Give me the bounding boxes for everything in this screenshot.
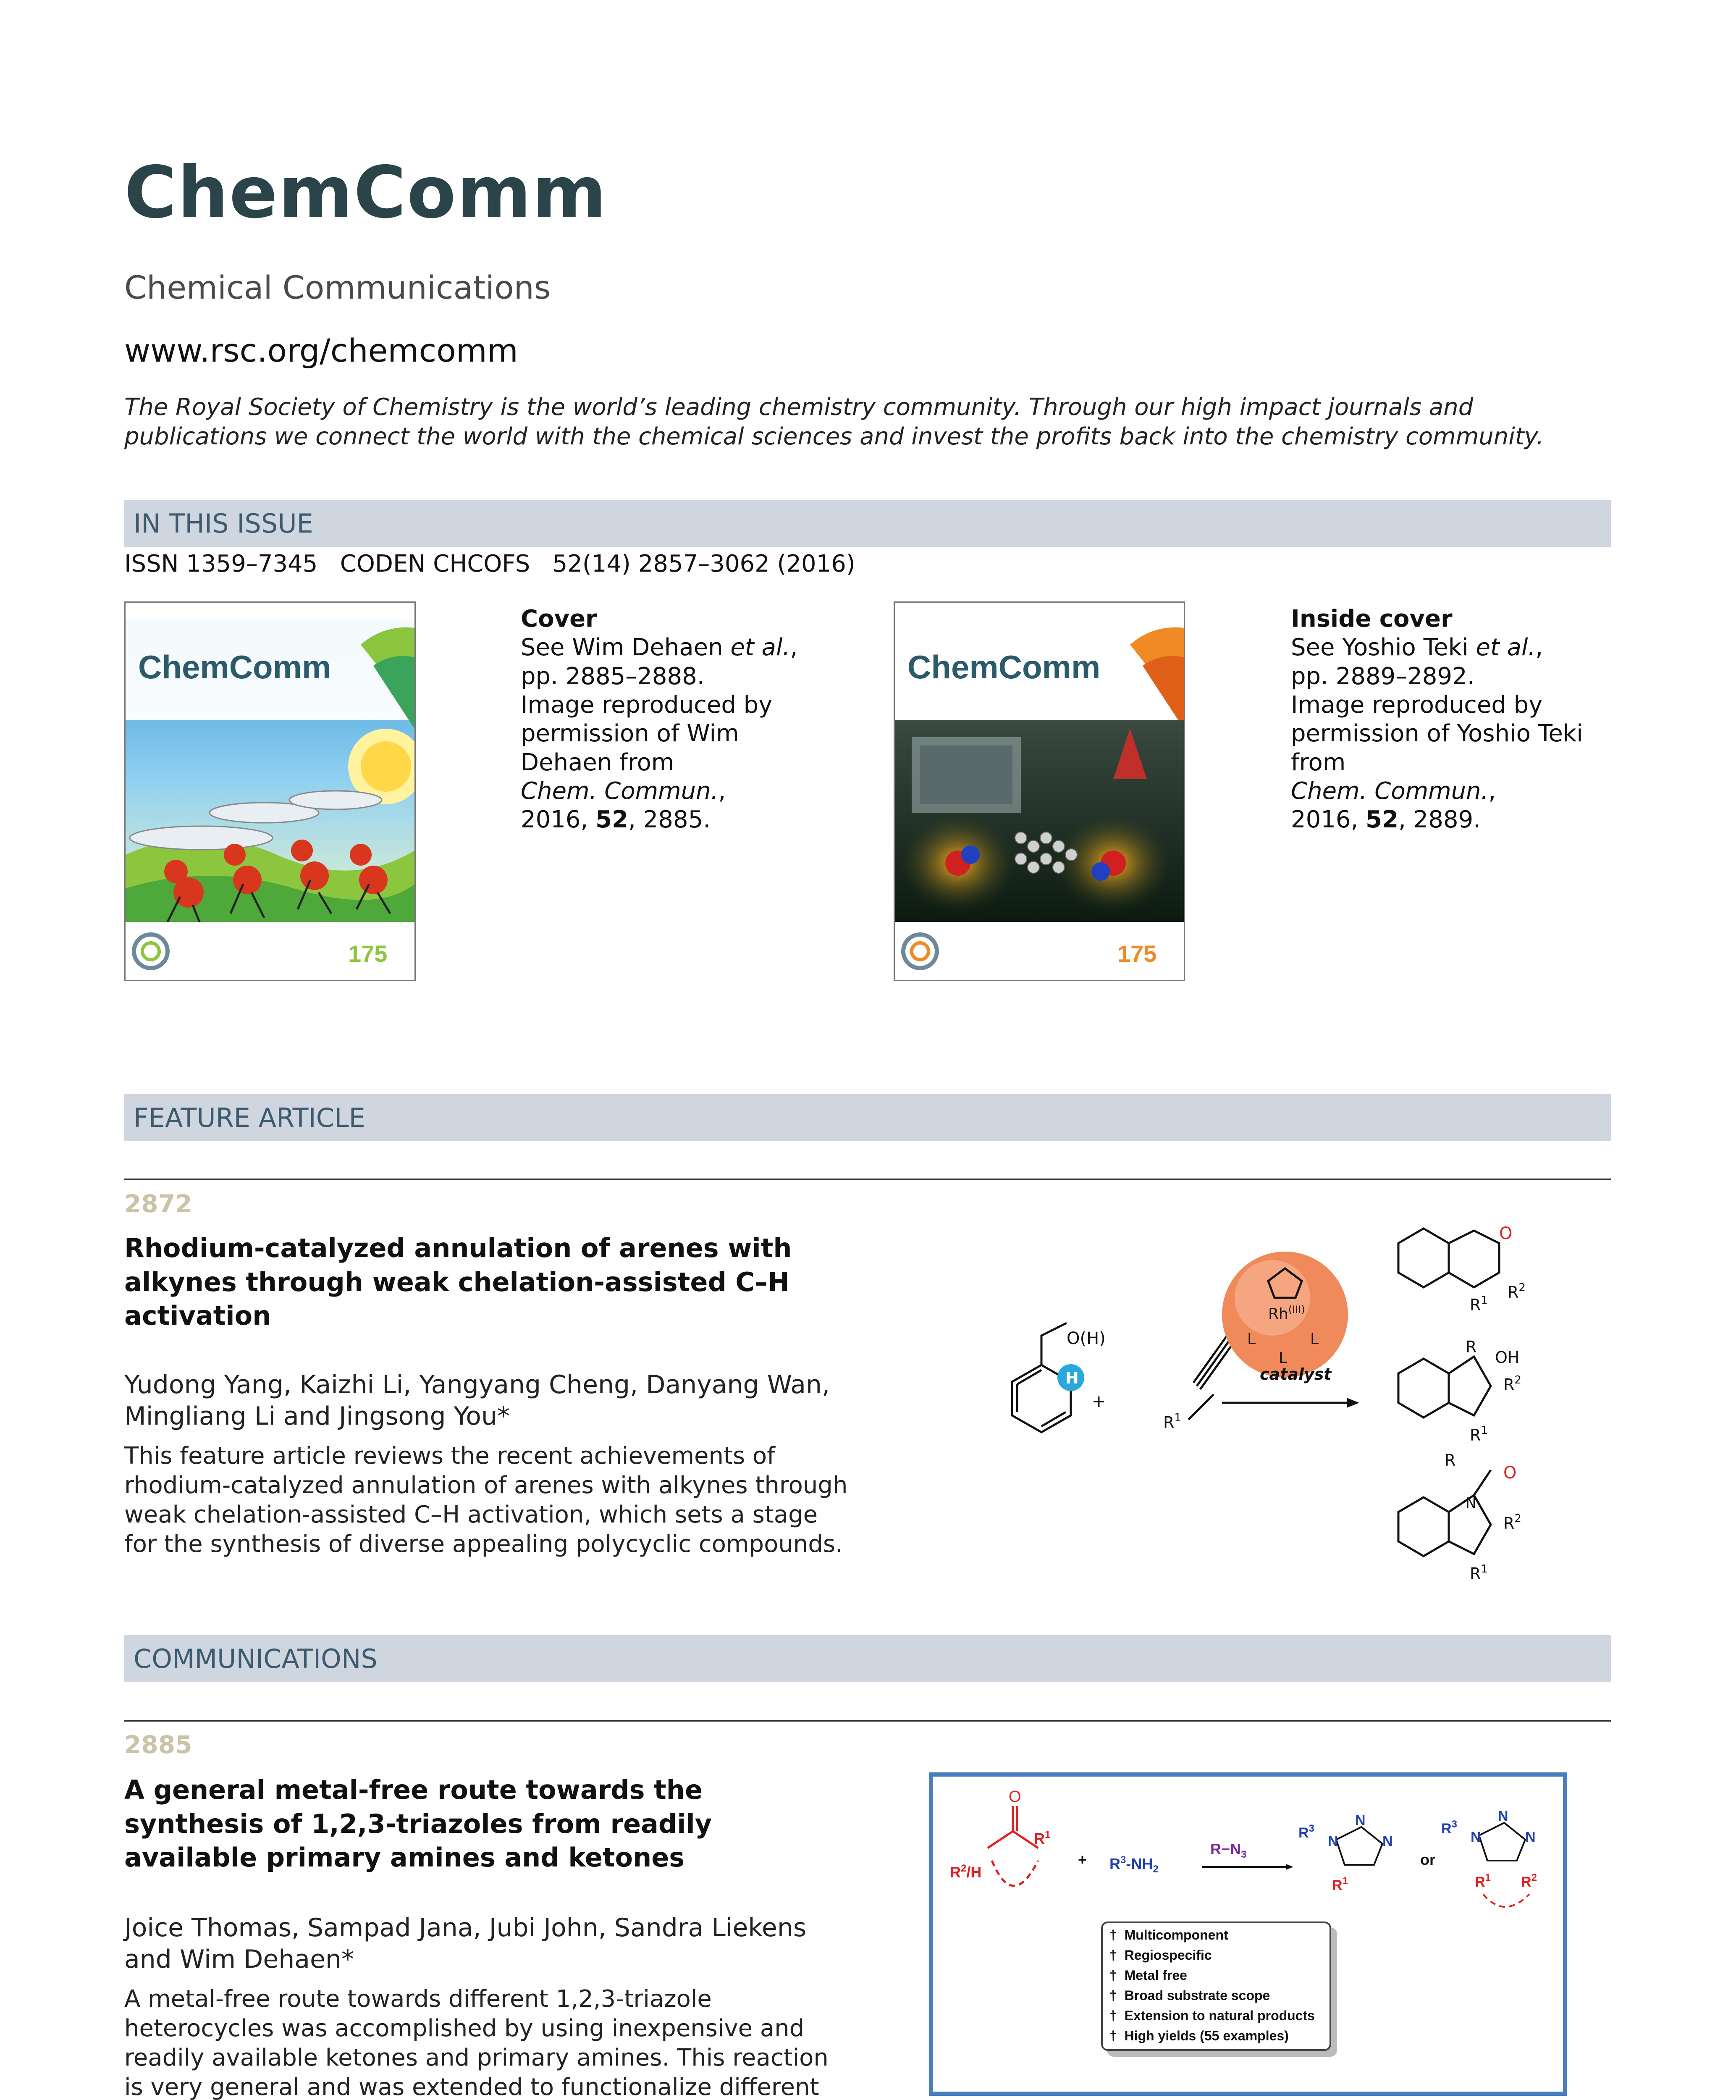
inside-cover-illustration (895, 603, 1184, 980)
svg-text:R1: $R^1$ (1470, 1424, 1488, 1444)
divider (124, 1720, 1611, 1722)
article-authors: Joice Thomas, Sampad Jana, Jubi John, Sandra Liekens and Wim Dehaen* (124, 1913, 807, 1974)
conditions-list (1101, 1922, 1331, 2051)
svg-text:R1: $R^1$ (1163, 1412, 1181, 1432)
inside-cover-heading: Inside cover (1291, 605, 1453, 633)
svg-text:L: L (1247, 1331, 1256, 1348)
svg-text:R1: $R^1$ (1332, 1875, 1348, 1893)
article-authors: Yudong Yang, Kaizhi Li, Yangyang Cheng, Danyang Wan, Mingliang Li and Jingsong You* (124, 1370, 830, 1431)
svg-text:R1: $R^1$ (1475, 1872, 1491, 1890)
svg-text:O: O (1499, 1224, 1513, 1243)
article-abstract: A metal-free route towards different 1,2,3-triazole heterocycles was accomplished by using inexpensive and readily available ketones and primary amines. This reaction is very general and was extended to functionalize different (124, 1985, 829, 2100)
svg-text:R1: $R^1$ (1470, 1563, 1488, 1583)
svg-text:R2/H: $R^2/H$ (950, 1863, 982, 1881)
svg-text:+: + (1092, 1392, 1106, 1411)
inside-cover-logo: ChemComm (907, 648, 1101, 685)
svg-text:N: N (1498, 1808, 1508, 1824)
triazole-scheme-box (929, 1772, 1567, 2096)
triazole-reaction-scheme (933, 1777, 1563, 1911)
cover-anniversary-badge: 175 (348, 940, 388, 967)
journal-url[interactable]: www.rsc.org/chemcomm (124, 332, 518, 369)
svg-text:R1: $R^1$ (1034, 1829, 1051, 1847)
cover-image[interactable] (124, 601, 416, 981)
inside-cover-anniversary-badge: 175 (1117, 940, 1157, 967)
svg-text:N: N (1466, 1495, 1476, 1512)
svg-text:O: O (1503, 1463, 1517, 1483)
svg-text:N: N (1471, 1829, 1481, 1845)
cover-illustration (126, 603, 414, 980)
inside-cover-image[interactable] (894, 601, 1185, 981)
svg-text:R: R (1445, 1451, 1456, 1470)
svg-text:H: H (1065, 1369, 1079, 1387)
section-heading: COMMUNICATIONS (134, 1643, 378, 1674)
svg-text:R2: $R^2$ (1503, 1512, 1521, 1533)
section-band-communications (124, 1635, 1611, 1682)
svg-text:R2: $R^2$ (1508, 1281, 1526, 1302)
svg-text:R1: $R^1$ (1470, 1294, 1488, 1314)
svg-text:R−N3: $R-N_3$ (1210, 1840, 1247, 1860)
inside-cover-caption: Inside cover See Yoshio Teki et al., pp. 2889–2892. Image reproduced by permission of Yoshio Teki from Chem. Commun., 2016, 52, 2889. (1291, 605, 1583, 834)
condition-item: † Metal free (1109, 1968, 1187, 1983)
issn-line: ISSN 1359–7345 CODEN CHCOFS 52(14) 2857–3062 (2016) (124, 550, 855, 578)
svg-text:R3: $R^3$ (1441, 1819, 1457, 1837)
svg-text:N: N (1328, 1833, 1338, 1849)
cover-caption: Cover See Wim Dehaen et al., pp. 2885–2888. Image reproduced by permission of Wim Dehaen from Chem. Commun., 2016, 52, 2885. (521, 605, 798, 834)
svg-text:L: L (1279, 1349, 1288, 1367)
svg-text:L: L (1310, 1331, 1319, 1348)
svg-text:R: R (1466, 1338, 1477, 1356)
cover-logo: ChemComm (138, 648, 331, 685)
svg-text:catalyst: catalyst (1260, 1365, 1332, 1383)
section-heading: IN THIS ISSUE (134, 508, 313, 539)
condition-item: † Extension to natural products (1109, 2008, 1315, 2023)
svg-text:O: O (1009, 1788, 1021, 1806)
intro-text: The Royal Society of Chemistry is the world’s leading chemistry community. Through our high impact journals and publications we connect the world with the chemical sciences and invest the profits back into the chemistry community. (124, 394, 1544, 450)
svg-text:+: + (1078, 1851, 1087, 1868)
article-title[interactable]: Rhodium-catalyzed annulation of arenes with alkynes through weak chelation-assisted C–H activation (124, 1233, 792, 1331)
article-title[interactable]: A general metal-free route towards the synthesis of 1,2,3-triazoles from readily available primary amines and ketones (124, 1774, 712, 1873)
svg-text:R3-NH2: $R^3-NH_2$ (1109, 1854, 1159, 1875)
article-page-number: 2872 (124, 1189, 192, 1218)
svg-text:R2: $R^2$ (1521, 1872, 1537, 1890)
svg-text:O(H): O(H) (1067, 1329, 1106, 1348)
condition-item: † High yields (55 examples) (1109, 2028, 1289, 2043)
feature-reaction-scheme (978, 1218, 1608, 1596)
section-heading: FEATURE ARTICLE (134, 1102, 365, 1133)
section-band-in-this-issue (124, 500, 1611, 547)
divider (124, 1179, 1611, 1180)
svg-text:or: or (1420, 1851, 1435, 1868)
svg-text:R2: $R^2$ (1503, 1374, 1521, 1394)
svg-text:N: N (1355, 1812, 1366, 1828)
svg-text:R3: $R^3$ (1298, 1823, 1314, 1841)
article-page-number: 2885 (124, 1730, 192, 1759)
svg-text:OH: OH (1495, 1348, 1520, 1367)
section-band-feature-article (124, 1094, 1611, 1141)
svg-text:N: N (1525, 1829, 1536, 1845)
condition-item: † Regiospecific (1109, 1948, 1212, 1963)
journal-subtitle: Chemical Communications (124, 269, 551, 306)
condition-item: † Broad substrate scope (1109, 1988, 1270, 2003)
condition-item: † Multicomponent (1109, 1927, 1228, 1942)
cover-heading: Cover (521, 605, 597, 633)
svg-text:Rh(III): $Rh^{(III)}$ (1268, 1304, 1305, 1323)
journal-title: ChemComm (124, 151, 608, 234)
article-abstract: This feature article reviews the recent achievements of rhodium-catalyzed annulation of arenes with alkynes through weak chelation-assisted C–H activation, which sets a stage for the synthesis of diverse appealing polycyclic compounds. (124, 1442, 848, 1558)
rh-catalyst-sphere (1222, 1252, 1348, 1383)
svg-text:N: N (1382, 1833, 1393, 1849)
